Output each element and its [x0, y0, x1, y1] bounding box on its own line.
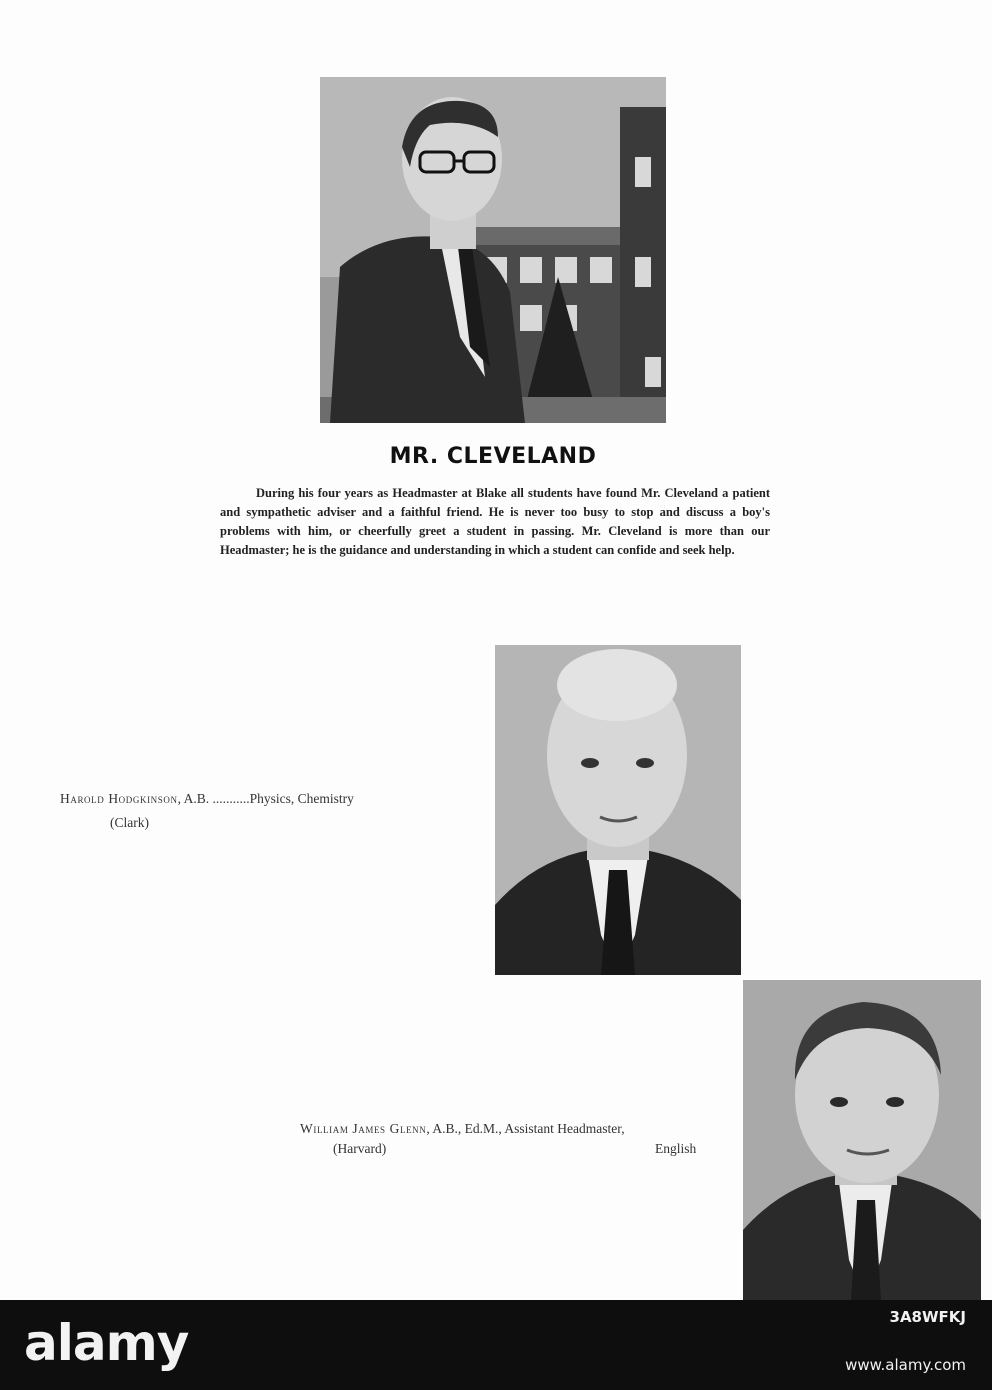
- hodgkinson-subject: Physics, Chemistry: [249, 791, 354, 806]
- page-title: MR. CLEVELAND: [389, 444, 597, 469]
- cleveland-photo: [320, 77, 666, 423]
- image-id: 3A8WFKJ: [889, 1308, 966, 1326]
- glenn-degree: , A.B., Ed.M., Assistant Headmaster,: [426, 1121, 625, 1136]
- headmaster-bio: During his four years as Headmaster at Blake all students have found Mr. Cleveland a patient and sympathetic adviser and a faithful friend. He is never too busy to stop and discuss a boy's problems with him, or cheerfully greet a student in passing. Mr. Cleveland is more than our Headmaster; he is the guidance and understanding in which a student can confide and seek help.: [220, 486, 770, 557]
- hodgkinson-degree: , A.B.: [177, 791, 213, 806]
- glenn-subject: English: [655, 1141, 697, 1156]
- hodgkinson-caption: [60, 791, 354, 807]
- glenn-caption: [300, 1121, 625, 1137]
- site-url[interactable]: www.alamy.com: [845, 1356, 966, 1374]
- hodgkinson-name: Harold Hodgkinson: [60, 791, 178, 806]
- dot-leader: ...........: [212, 791, 250, 806]
- hodgkinson-school: (Clark): [110, 815, 149, 830]
- glenn-school: (Harvard): [333, 1141, 387, 1156]
- alamy-logo: alamy: [24, 1314, 189, 1372]
- glenn-name: William James Glenn: [300, 1121, 427, 1136]
- hodgkinson-photo: [495, 645, 741, 975]
- watermark-footer: [0, 1300, 992, 1390]
- glenn-photo: [743, 980, 981, 1300]
